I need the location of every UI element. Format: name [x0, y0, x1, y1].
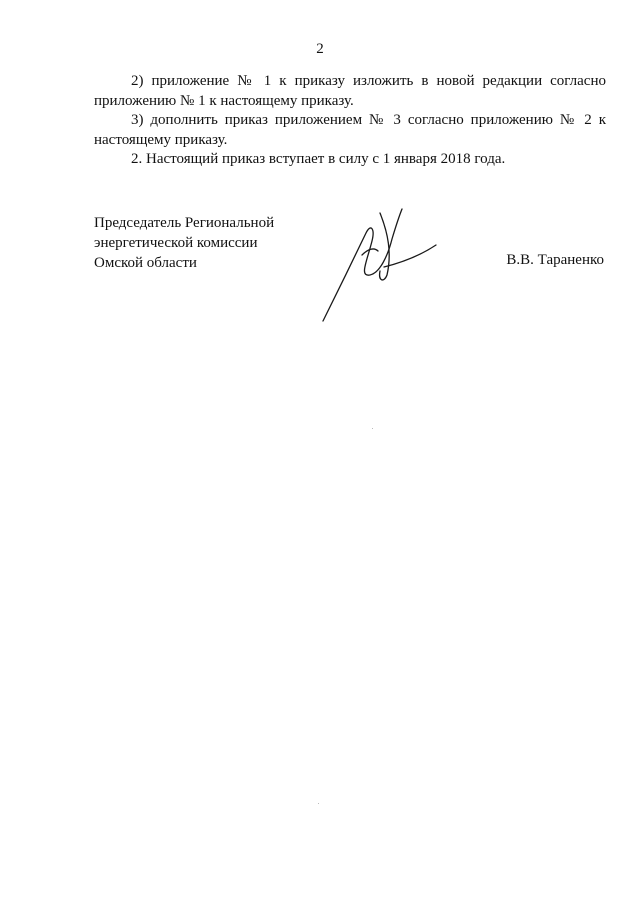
scan-speck — [318, 803, 319, 804]
signer-position-line: Омской области — [94, 255, 197, 271]
paragraph-amend-appendix-1: 2) приложение № 1 к приказу изложить в новой редакции согласно приложению № 1 к настоящему приказу. — [94, 73, 606, 109]
order-body — [94, 72, 606, 170]
paragraph-add-appendix-3: 3) дополнить приказ приложением № 3 согласно приложению № 2 к настоящему приказу. — [94, 112, 606, 148]
signer-position — [94, 213, 274, 273]
signer-position-line: энергетической комиссии — [94, 235, 258, 251]
signer-position-line: Председатель Региональной — [94, 215, 275, 231]
page-number: 2 — [316, 41, 324, 57]
paragraph-effective-date: 2. Настоящий приказ вступает в силу с 1 января 2018 года. — [131, 151, 506, 167]
handwritten-signature — [318, 205, 438, 325]
scan-speck — [372, 428, 373, 429]
signer-name: В.В. Тараненко — [506, 252, 604, 268]
